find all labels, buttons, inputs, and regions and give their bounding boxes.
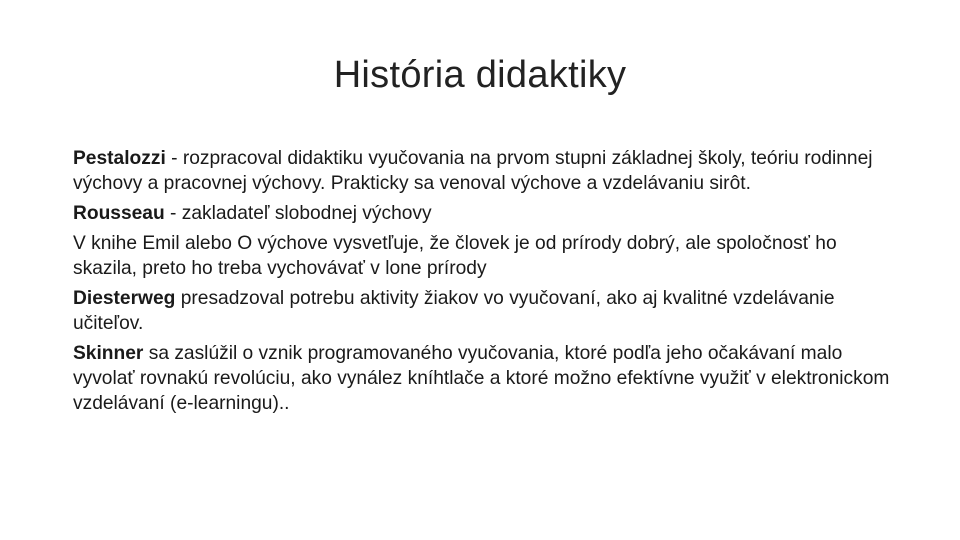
paragraph-text: sa zaslúžil o vznik programovaného vyučovania, ktoré podľa jeho očakávaní malo vyvolať rovnakú revolúciu, ako vynález kníhtlače a ktoré možno efektívne využiť v elektronickom vzdelávaní (e-learningu).. <box>73 343 890 414</box>
paragraph-name: Skinner <box>73 343 144 364</box>
paragraph-name: Diesterweg <box>73 288 176 309</box>
paragraph-emil <box>73 231 903 281</box>
paragraph-text: - rozpracoval didaktiku vyučovania na prvom stupni základnej školy, teóriu rodinnej výchovy a pracovnej výchovy. Prakticky sa venoval výchove a vzdelávaniu sirôt. <box>73 148 873 194</box>
paragraph-skinner <box>73 341 903 416</box>
paragraph-name: Pestalozzi <box>73 148 166 169</box>
paragraph-text: V knihe Emil alebo O výchove vysvetľuje, že človek je od prírody dobrý, ale spoločnosť ho skazila, preto ho treba vychovávať v lone prírody <box>73 233 837 279</box>
paragraph-name: Rousseau <box>73 203 165 224</box>
slide-body <box>73 146 903 421</box>
paragraph-pestalozzi <box>73 146 903 196</box>
slide-title: História didaktiky <box>333 54 627 96</box>
paragraph-text: - zakladateľ slobodnej výchovy <box>164 203 432 224</box>
paragraph-rousseau <box>73 201 903 226</box>
paragraph-text: presadzoval potrebu aktivity žiakov vo vyučovaní, ako aj kvalitné vzdelávanie učiteľov. <box>73 288 835 334</box>
paragraph-diesterweg <box>73 286 903 336</box>
